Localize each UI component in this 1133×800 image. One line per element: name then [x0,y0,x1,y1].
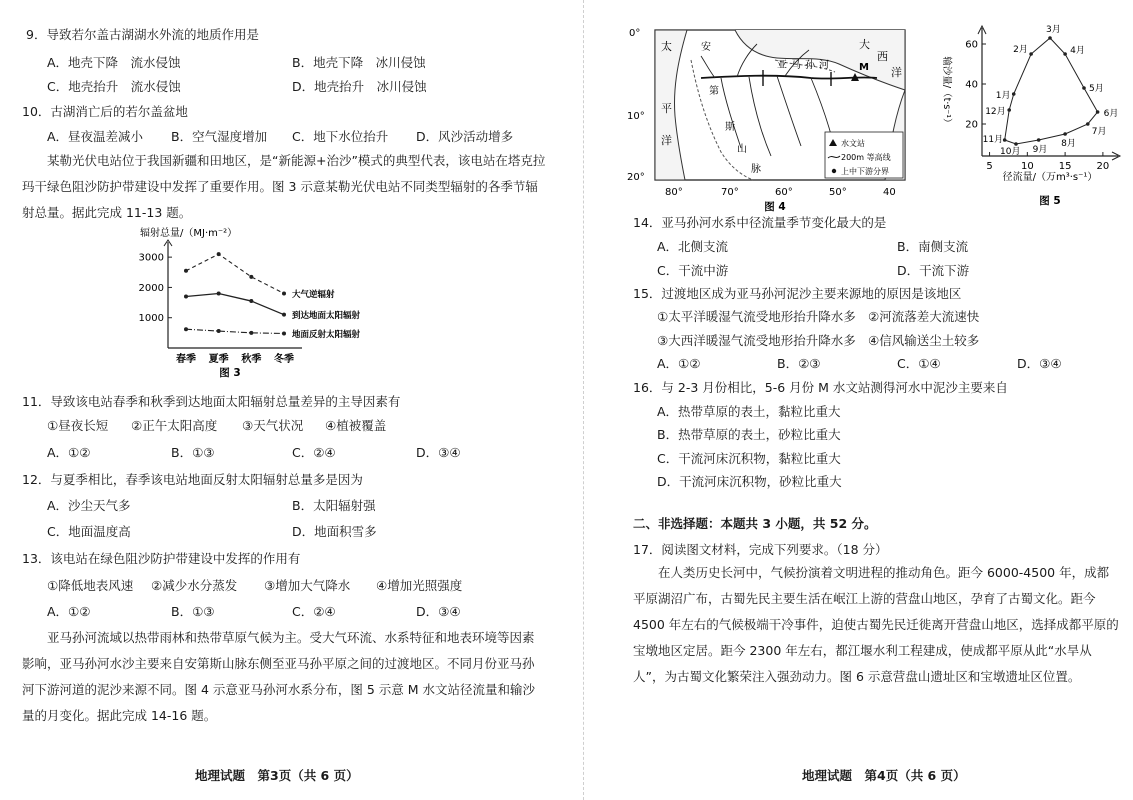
fig4-label-xi: 西 [877,50,888,63]
left-page-footer: 地理试题 第3页（共 6 页） [195,768,359,783]
fig4-lat-20: 20° [627,172,645,183]
fig4-label-ya: 亚 [777,60,787,71]
q13-option-d: D．③④ [416,604,461,619]
fig5-caption: 图 5 [1039,195,1061,207]
fig4-label-mai: 脉 [751,164,761,175]
fig5-x-axis-label: 径流量/（万m³·s⁻¹） [1002,172,1098,183]
q12-option-b: B．太阳辐射强 [292,498,376,513]
fig3-data-point [249,299,253,303]
fig5-x-tick-label: 10 [1020,161,1034,172]
q16-option-b: B．热带草原的表土，砂粒比重大 [657,427,841,442]
left-page [0,0,566,800]
fig5-data-point [1007,108,1011,112]
fig3-x-tick-label: 秋季 [241,354,262,365]
section-two-heading: 二、非选择题：本题共 3 小题，共 52 分。 [633,516,877,531]
q9-stem: 9．导致若尔盖古湖湖水外流的地质作用是 [26,27,259,42]
fig3-y-axis-label: 辐射总量/（MJ·m⁻²） [140,228,238,239]
fig3-data-point [184,327,188,331]
q13-option-a: A．①② [47,604,91,619]
fig5-point-label: 7月 [1091,127,1107,137]
fig5-data-point [1048,36,1052,40]
fig4-caption: 图 4 [764,201,786,213]
fig3-data-point [282,313,286,317]
q15-stem: 15．过渡地区成为亚马孙河泥沙主要来源地的原因是该地区 [633,286,962,301]
fig5-point-label: 9月 [1032,145,1048,155]
q16-stem: 16．与 2-3 月份相比，5-6 月份 M 水文站测得河水中泥沙主要来自 [633,380,1008,395]
fig3-series-line [186,254,284,293]
fig4-label-station-m: M [859,62,869,73]
q14-option-d: D．干流下游 [897,263,970,278]
q12-stem: 12．与夏季相比，春季该电站地面反射太阳辐射总量多是因为 [22,472,363,487]
fig3-series-label: 大气逆辐射 [292,289,335,300]
fig4-label-di: 第 [709,86,719,97]
fig3-caption: 图 3 [219,367,241,379]
q15-option-a: A．①② [657,356,701,371]
fig5-point-label: 6月 [1103,109,1119,119]
fig4-label-an: 安 [701,42,711,53]
fig4-label-yang: 洋 [661,134,672,147]
fig4-lon-80: 80° [665,187,683,198]
fig4-legend-divider: 上中下游分界 [841,167,889,176]
right-page [567,0,1133,800]
fig3-data-point [184,269,188,273]
fig5-data-point [1096,110,1100,114]
fig3-series-label: 地面反射太阳辐射 [292,329,361,340]
fig5-point-label: 3月 [1046,25,1061,35]
fig3-data-point [217,329,221,333]
q10-option-a: A．昼夜温差减小 [47,129,144,144]
q13-item-1: ①降低地表风速 [47,578,134,593]
fig3-data-point [217,252,221,256]
q17-passage: 在人类历史长河中，气候扮演着文明进程的推动角色。距今 6000-4500 年，成都平原湖沼广布，古蜀先民主要生活在岷江上游的营盘山地区，孕育了古蜀文化。距今 4500 年左右的气候极端干冷事件，迫使古蜀先民迁徙离开营盘山地区，选择成都平原的宝墩地区定居。距今 2300 年左右，都江堰水利工程建成，使成都平原从此“水旱从人”，为古蜀文化繁荣注入强劲动力。图 6 示意营盘山遗址区和宝墩遗址区位置。 [633,565,1119,684]
fig4-label-he: 河 [819,60,829,71]
q10-option-d: D．风沙活动增多 [416,129,514,144]
fig3-y-tick-label: 2000 [138,282,164,294]
q11-option-a: A．①② [47,445,91,460]
fig3-x-tick-label: 春季 [176,354,196,365]
q14-option-b: B．南侧支流 [897,239,969,254]
fig5-x-tick-label: 15 [1058,161,1072,172]
q11-item-1: ①昼夜长短 [47,418,109,433]
q11-option-d: D．③④ [416,445,461,460]
fig4-label-sun: 孙 [805,60,815,71]
passage-solar-station: 某勒光伏电站位于我国新疆和田地区，是“新能源+治沙”模式的典型代表，该电站在塔克拉玛干绿色阻沙防护带建设中发挥了重要作用。图 3 示意某勒光伏电站不同类型辐射的各季节辐射总量。据此完成 11-13 题。 [22,153,546,220]
fig5-point-label: 12月 [985,107,1006,117]
q12-option-a: A．沙尘天气多 [47,498,131,513]
fig4-lon-70: 70° [721,187,739,198]
right-page-footer: 地理试题 第4页（共 6 页） [802,768,966,783]
fig5-point-label: 1月 [995,91,1011,101]
fig3-data-point [282,291,286,295]
q10-option-c: C．地下水位抬升 [292,129,389,144]
fig5-data-point [1037,138,1041,142]
fig5-data-point [1063,52,1067,56]
fig4-label-ocean: 洋 [891,66,902,79]
q14-option-c: C．干流中游 [657,263,729,278]
q12-option-d: D．地面积雪多 [292,524,377,539]
fig5-point-label: 4月 [1070,46,1085,56]
fig4-legend-contour: 200m 等高线 [841,153,891,162]
q13-option-c: C．②④ [292,604,336,619]
fig3-radiation-chart [120,224,361,384]
fig3-x-tick-label: 冬季 [274,354,294,365]
fig3-data-point [184,295,188,299]
fig5-data-point [1086,122,1090,126]
fig4-label-tai: 太 [661,40,672,53]
fig3-data-point [249,275,253,279]
fig5-runoff-sediment-chart [932,22,1132,210]
fig3-series-line [186,329,284,333]
fig5-data-point [1029,52,1033,56]
fig4-label-ma: 马 [791,60,801,71]
q14-stem: 14．亚马孙河水系中径流量季节变化最大的是 [633,215,887,230]
q11-item-3: ③天气状况 [242,418,304,433]
q11-option-b: B．①③ [171,445,215,460]
q12-option-c: C．地面温度高 [47,524,131,539]
fig5-x-tick-label: 5 [986,161,993,172]
fig4-legend [825,132,903,178]
q15-option-c: C．①④ [897,356,941,371]
passage-amazon: 亚马孙河流域以热带雨林和热带草原气候为主。受大气环流、水系特征和地表环境等因素影响，亚马孙河水沙主要来自安第斯山脉东侧至亚马孙平原之间的过渡地区。不同月份亚马孙河下游河道的泥沙来源不同。图 4 示意亚马孙河水系分布，图 5 示意 M 水文站径流量和输沙量的月变化。据此完成 14-16 题。 [22,630,536,723]
fig3-data-point [249,331,253,335]
fig4-legend-station: 水文站 [841,139,865,148]
q16-option-a: A．热带草原的表土，黏粒比重大 [657,404,841,419]
q11-option-c: C．②④ [292,445,336,460]
q15-item-1: ①太平洋暖湿气流受地形抬升降水多 [657,309,856,324]
q15-item-4: ④信风输送尘土较多 [868,333,980,348]
fig4-label-shan: 山 [737,144,747,155]
fig4-label-ping: 平 [661,102,672,115]
fig5-y-tick-label: 20 [965,119,978,131]
fig4-legend-divider-icon [832,169,836,173]
q15-item-3: ③大西洋暖湿气流受地形抬升降水多 [657,333,856,348]
fig4-lon-60: 60° [775,187,793,198]
q9-option-d: D．地壳抬升 冰川侵蚀 [292,79,427,94]
fig4-amazon-map [625,20,925,215]
q9-option-a: A．地壳下降 流水侵蚀 [47,55,181,70]
q16-option-c: C．干流河床沉积物，黏粒比重大 [657,451,841,466]
fig5-point-label: 2月 [1013,45,1028,55]
fig5-y-tick-label: 60 [965,39,978,51]
fig3-series-label: 到达地面太阳辐射 [292,311,361,322]
fig4-lat-0: 0° [629,28,641,39]
q11-stem: 11．导致该电站春季和秋季到达地面太阳辐射总量差异的主导因素有 [22,394,401,409]
fig3-x-tick-label: 夏季 [208,354,229,365]
fig5-data-point [1014,142,1018,146]
q11-item-2: ②正午太阳高度 [131,418,218,433]
q14-option-a: A．北侧支流 [657,239,729,254]
fig5-y-axis-label: 输沙量/（t·s⁻¹） [941,56,952,128]
fig4-label-da: 大 [859,38,870,51]
fig3-y-tick-label: 3000 [138,252,164,264]
fig4-lon-40: 40 [883,187,896,198]
q13-item-2: ②减少水分蒸发 [151,578,238,593]
q11-item-4: ④植被覆盖 [325,418,387,433]
fig4-label-si: 斯 [725,122,735,133]
fig5-data-point [1063,132,1067,136]
q9-option-b: B．地壳下降 冰川侵蚀 [292,55,426,70]
q13-item-3: ③增加大气降水 [264,578,351,593]
q10-stem: 10．古湖消亡后的若尔盖盆地 [22,104,188,119]
fig3-y-tick-label: 1000 [138,313,164,325]
q15-item-2: ②河流落差大流速快 [868,309,980,324]
q15-option-b: B．②③ [777,356,821,371]
q17-stem: 17．阅读图文材料，完成下列要求。（18 分） [633,542,888,557]
fig5-point-label: 5月 [1089,84,1104,94]
q13-item-4: ④增加光照强度 [376,578,463,593]
fig5-point-label: 11月 [982,135,1004,145]
fig5-data-point [1003,138,1007,142]
q13-option-b: B．①③ [171,604,215,619]
fig4-lat-10: 10° [627,111,645,122]
fig3-data-point [217,291,221,295]
q9-option-c: C．地壳抬升 流水侵蚀 [47,79,181,94]
q15-option-d: D．③④ [1017,356,1062,371]
q16-option-d: D．干流河床沉积物，砂粒比重大 [657,474,842,489]
q10-option-b: B．空气湿度增加 [171,129,268,144]
fig5-point-label: 10月 [1000,147,1021,157]
fig4-lon-50: 50° [829,187,847,198]
fig5-data-point [1012,92,1016,96]
fig5-data-point [1082,86,1086,90]
fig5-point-label: 8月 [1061,139,1076,149]
fig3-data-point [282,331,286,335]
fig5-x-tick-label: 20 [1096,161,1110,172]
q13-stem: 13．该电站在绿色阻沙防护带建设中发挥的作用有 [22,551,301,566]
fig5-y-tick-label: 40 [965,79,978,91]
fig3-series-line [186,293,284,314]
